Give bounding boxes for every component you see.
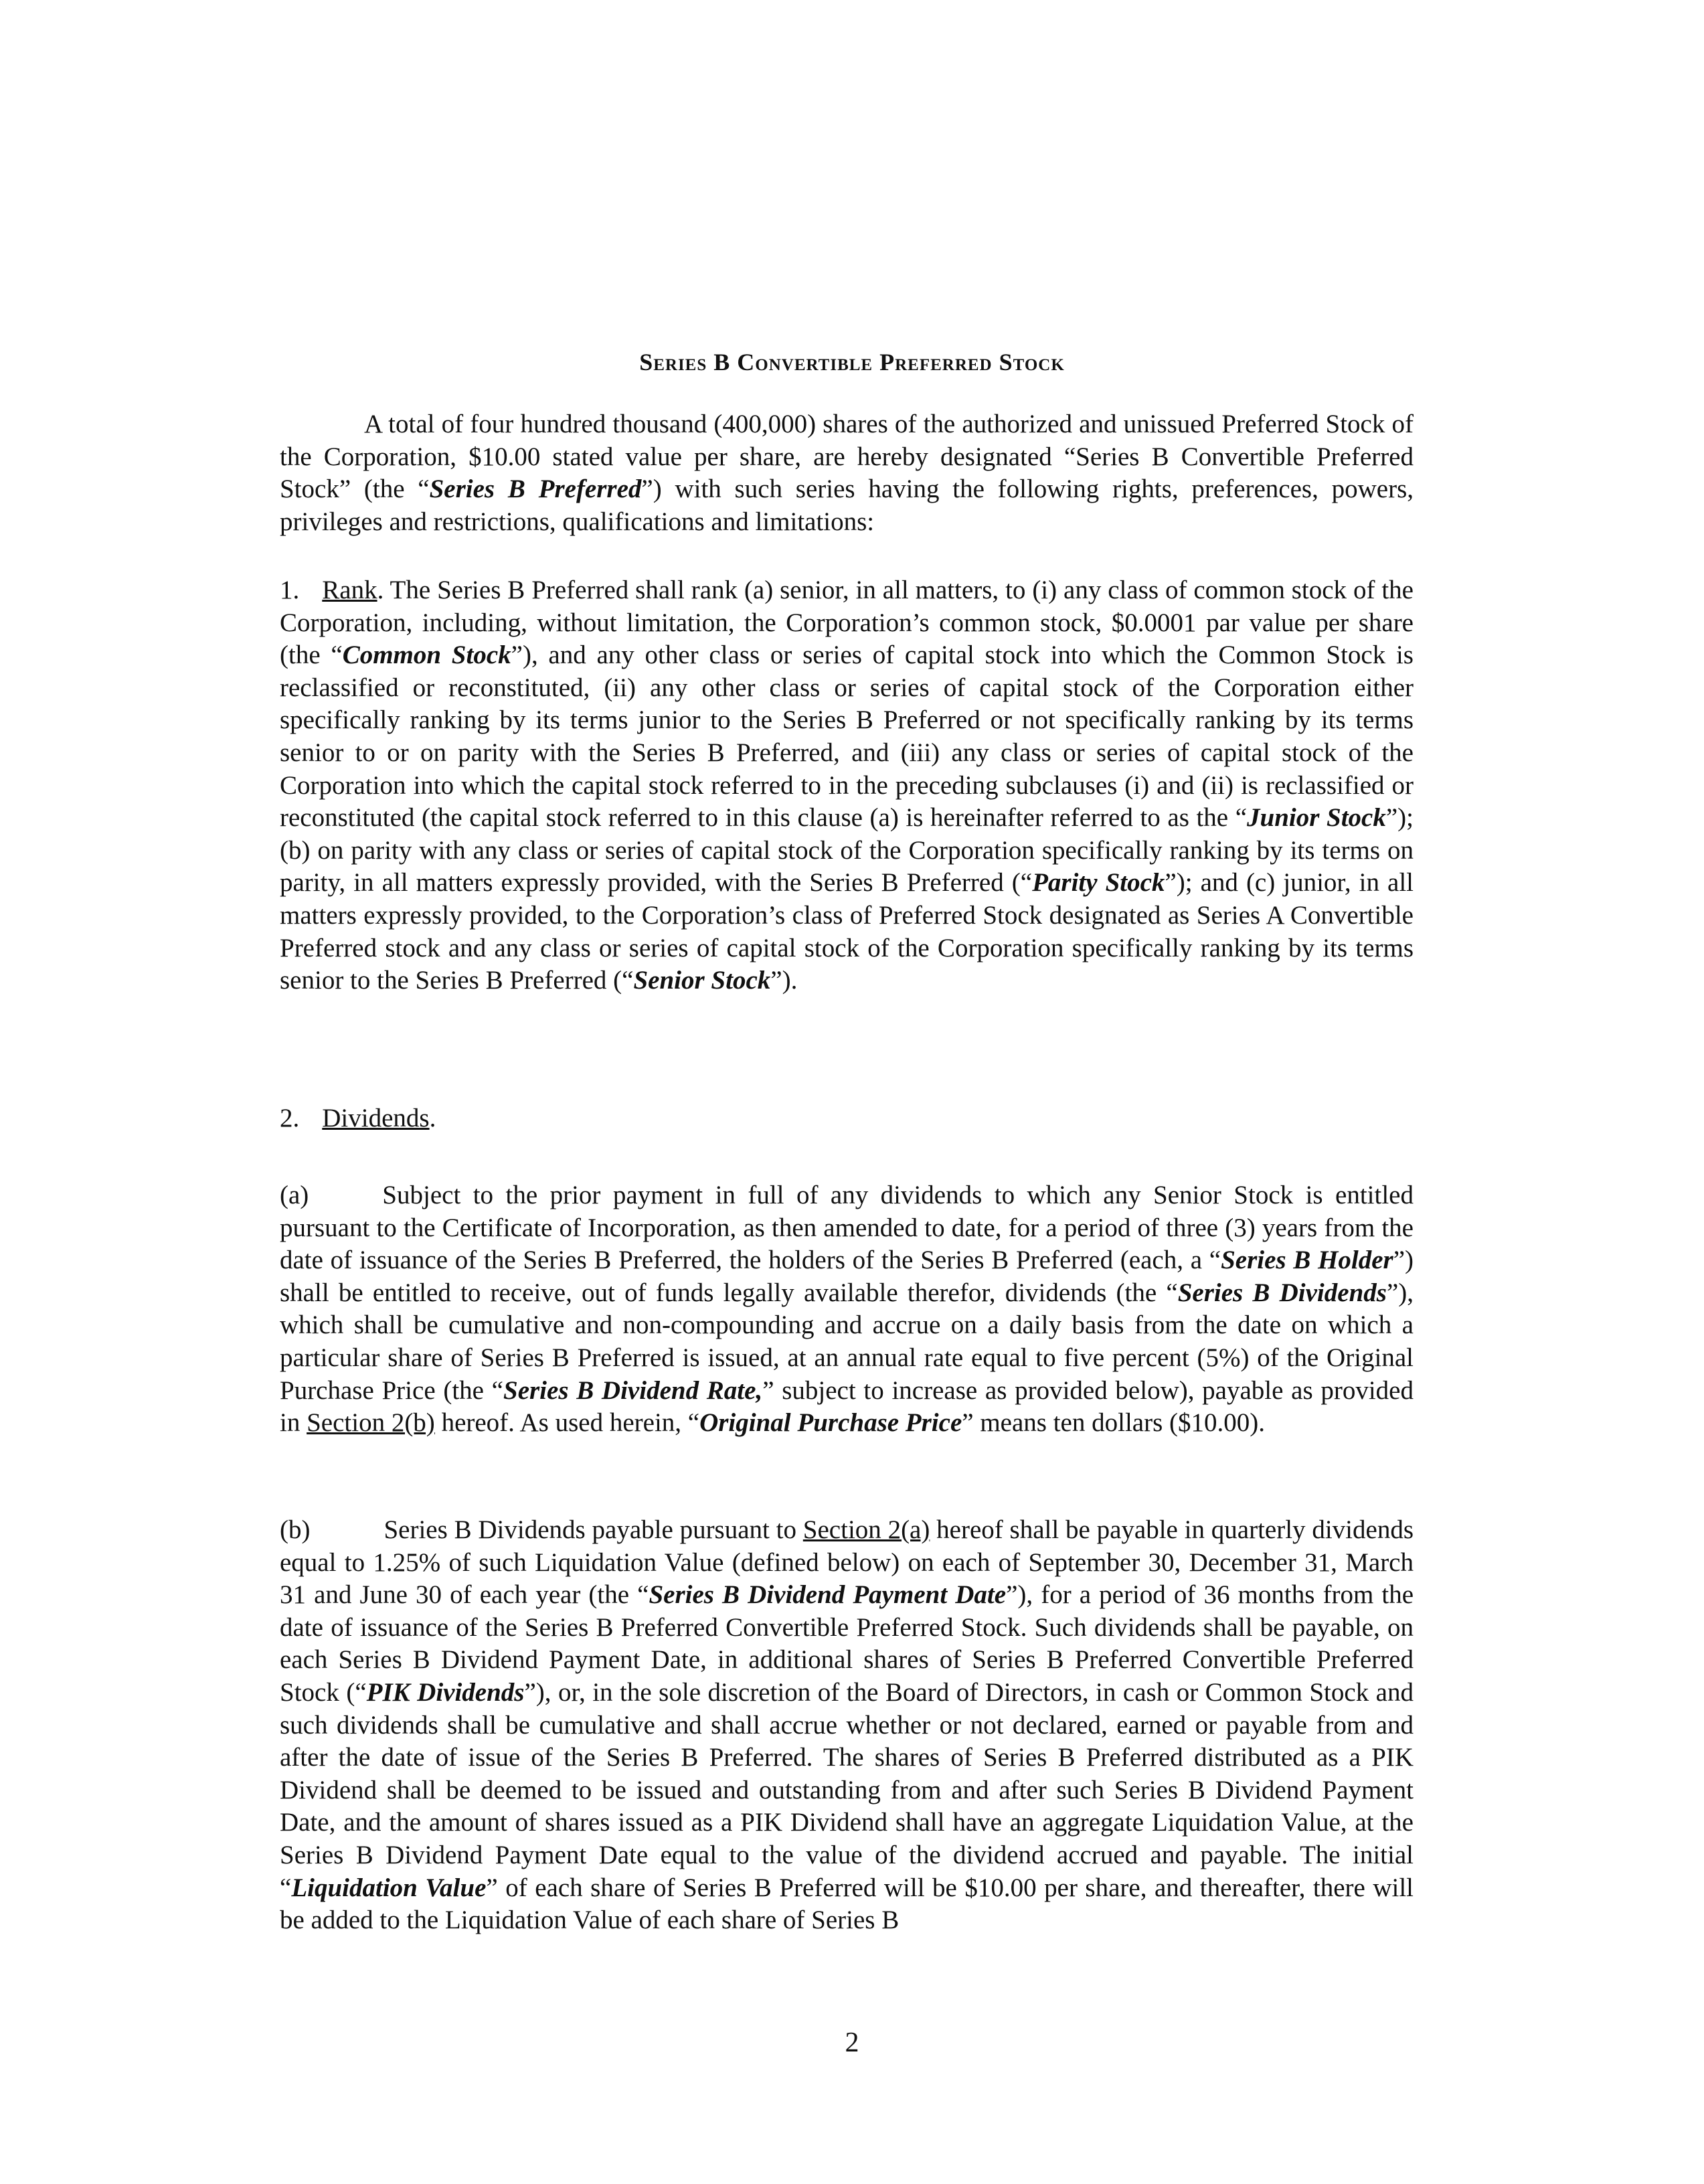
cross-reference-section-2b: Section 2(b): [307, 1408, 435, 1438]
defined-term-liquidation-value: Liquidation Value: [291, 1873, 487, 1902]
para-a-text-1: Subject to the prior payment in full of any dividends to which any Senior Stock is entitled pursuant to the Certificate of Incorporation, as then amended to date, for a period of three (3) years from the date of issuance of the Series B Preferred, the holders of the Series B Preferred (each, a “: [280, 1181, 1414, 1275]
para-a-text-2: ”) shall be entitled to receive, out of funds legally available therefor, dividends (the “: [280, 1246, 1414, 1307]
section-heading-dividends-suffix: .: [429, 1104, 436, 1132]
section-rank: [280, 574, 1414, 997]
document-title: [0, 348, 1704, 376]
defined-term-original-purchase-price: Original Purchase Price: [699, 1408, 962, 1438]
para-a-text-3: ”), which shall be cumulative and non-compounding and accrue on a daily basis from the date on which a particular share of Series B Preferred is issued, at an annual rate equal to five percent (5%) of the Original Purchase Price (the “: [280, 1278, 1414, 1405]
defined-term-series-b-preferred: Series B Preferred: [429, 475, 642, 504]
defined-term-junior-stock: Junior Stock: [1247, 803, 1386, 833]
dividends-paragraph-b: [280, 1514, 1414, 1937]
section-heading-dividends: Dividends: [322, 1104, 430, 1132]
cross-reference-section-2a: Section 2(a): [802, 1515, 930, 1544]
rank-text-3: ”); (b) on parity with any class or series of capital stock of the Corporation specifically ranking by its terms on parity, in all matters expressly provided, with the Series B Preferred (“: [280, 803, 1414, 898]
paragraph-label-b: (b): [280, 1515, 311, 1544]
para-b-text-1: Series B Dividends payable pursuant to: [384, 1515, 803, 1544]
defined-term-series-b-dividend-rate: Series B Dividend Rate,: [503, 1375, 763, 1405]
intro-text-2: ”) with such series having the following rights, preferences, powers, privileges and restrictions, qualifications and limitations:: [280, 475, 1414, 536]
section-number-rank: 1.: [280, 576, 300, 604]
paragraph-label-a: (a): [280, 1181, 309, 1209]
section-heading-rank: Rank: [322, 576, 377, 604]
rank-text-2: ”), and any other class or series of capital stock into which the Common Stock is reclassified or reconstituted, (ii) any other class or series of capital stock of the Corporation either specifically ranking by its terms junior to the Series B Preferred or not specifically ranking by its terms senior to or on parity with the Series B Preferred, and (iii) any class or series of capital stock of the Corporation into which the capital stock referred to in the preceding subclauses (i) and (ii) is reclassified or reconstituted (the capital stock referred to in this clause (a) is hereinafter referred to as the “: [280, 641, 1414, 833]
page-number: [0, 2027, 1704, 2059]
section-dividends-heading: [280, 1102, 1414, 1135]
intro-paragraph: [280, 408, 1414, 538]
defined-term-series-b-dividends: Series B Dividends: [1177, 1278, 1387, 1307]
dividends-paragraph-a: [280, 1179, 1414, 1440]
para-a-text-6: ” means ten dollars ($10.00).: [962, 1408, 1265, 1438]
para-b-text-3: ”), for a period of 36 months from the date of issuance of the Series B Preferred Convertible Preferred Stock. Such dividends shall be payable, on each Series B Dividend Payment Date, in additional shares of Series B Preferred Convertible Preferred Stock (“: [280, 1580, 1414, 1707]
defined-term-common-stock: Common Stock: [342, 641, 511, 670]
defined-term-pik-dividends: PIK Dividends: [366, 1677, 525, 1707]
defined-term-parity-stock: Parity Stock: [1032, 868, 1165, 898]
defined-term-series-b-holder: Series B Holder: [1221, 1246, 1393, 1275]
para-b-text-4: ”), or, in the sole discretion of the Board of Directors, in cash or Common Stock and such dividends shall be cumulative and shall accrue whether or not declared, earned or payable from and after the date of issue of the Series B Preferred. The shares of Series B Preferred distributed as a PIK Dividend shall be deemed to be issued and outstanding from and after such Series B Dividend Payment Date, and the amount of shares issued as a PIK Dividend shall have an aggregate Liquidation Value, at the Series B Dividend Payment Date equal to the value of the dividend accrued and payable. The initial “: [280, 1677, 1414, 1902]
para-a-text-5: hereof. As used herein, “: [434, 1408, 700, 1438]
page-number-text: 2: [845, 2027, 859, 2058]
section-number-dividends: 2.: [280, 1104, 300, 1132]
title-text: Series B Convertible Preferred Stock: [639, 349, 1065, 375]
para-a-text-4: ” subject to increase as provided below), payable as provided in: [280, 1375, 1414, 1438]
rank-text-5: ”).: [770, 966, 798, 995]
defined-term-senior-stock: Senior Stock: [633, 966, 771, 995]
intro-text-1: A total of four hundred thousand (400,000) shares of the authorized and unissued Preferred Stock of the Corporation, $10.00 stated value per share, are hereby designated “Series B Convertible Preferred Stock” (the “: [280, 410, 1414, 504]
para-b-text-2: hereof shall be payable in quarterly dividends equal to 1.25% of such Liquidation Value (defined below) on each of September 30, December 31, March 31 and June 30 of each year (the “: [280, 1515, 1414, 1610]
rank-text-1: . The Series B Preferred shall rank (a) senior, in all matters, to (i) any class of common stock of the Corporation, including, without limitation, the Corporation’s common stock, $0.0001 par value per share (the “: [280, 576, 1414, 670]
para-b-text-5: ” of each share of Series B Preferred will be $10.00 per share, and thereafter, there will be added to the Liquidation Value of each share of Series B: [280, 1873, 1414, 1935]
defined-term-dividend-payment-date: Series B Dividend Payment Date: [649, 1580, 1007, 1610]
rank-text-4: ”); and (c) junior, in all matters expressly provided, to the Corporation’s class of Preferred Stock designated as Series A Convertible Preferred stock and any class or series of capital stock of the Corporation specifically ranking by its terms senior to the Series B Preferred (“: [280, 868, 1414, 995]
